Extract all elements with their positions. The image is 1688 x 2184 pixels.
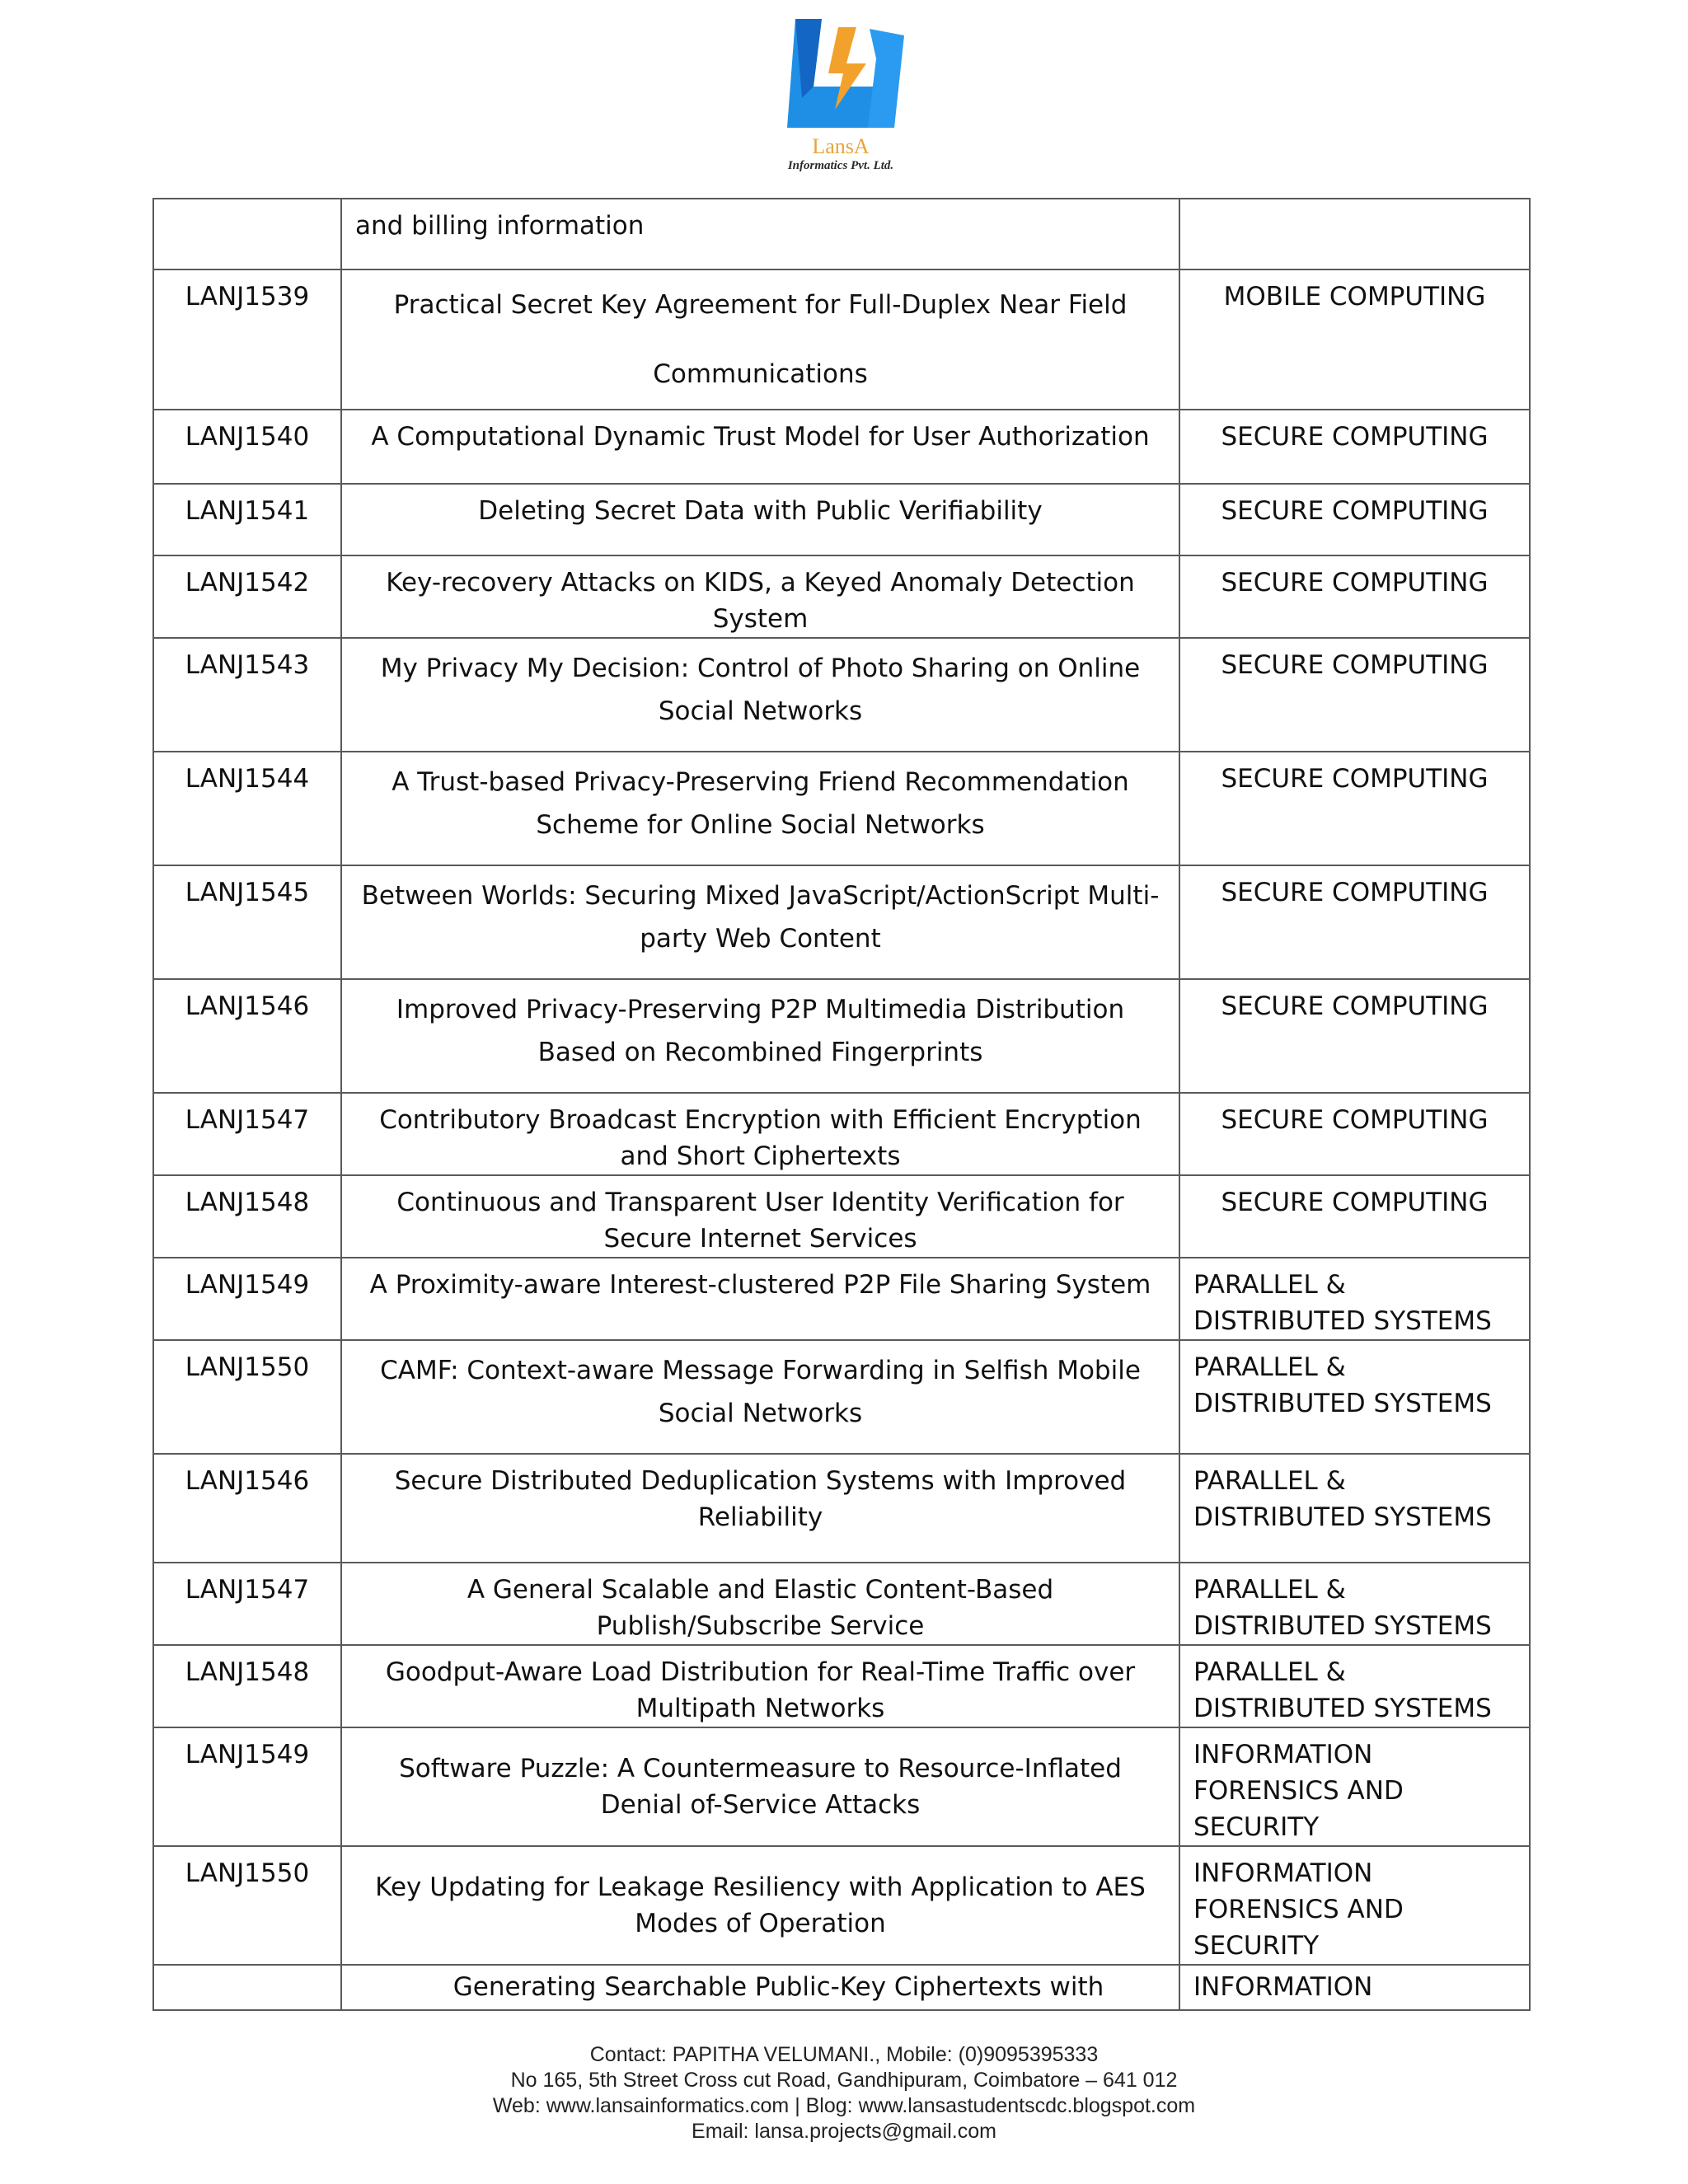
project-domain: SECURE COMPUTING: [1179, 752, 1530, 865]
project-domain: PARALLEL & DISTRIBUTED SYSTEMS: [1179, 1563, 1530, 1645]
project-domain: MOBILE COMPUTING: [1179, 269, 1530, 410]
table-row: [153, 1645, 1530, 1727]
project-id: LANJ1540: [153, 410, 341, 484]
project-id: LANJ1548: [153, 1645, 341, 1727]
project-title: A Trust-based Privacy-Preserving Friend Recommendation Scheme for Online Social Networks: [341, 752, 1179, 865]
table-row: [153, 269, 1530, 410]
project-id: LANJ1547: [153, 1093, 341, 1175]
table-row: [153, 1454, 1530, 1563]
table-row: [153, 979, 1530, 1093]
table-row: [153, 1846, 1530, 1965]
project-table: [152, 198, 1531, 2011]
table-row: [153, 865, 1530, 979]
footer-contact: Contact: PAPITHA VELUMANI., Mobile: (0)9095395333: [589, 2043, 1099, 2066]
project-title: My Privacy My Decision: Control of Photo Sharing on Online Social Networks: [341, 638, 1179, 752]
project-id: LANJ1546: [153, 979, 341, 1093]
project-domain: PARALLEL & DISTRIBUTED SYSTEMS: [1179, 1645, 1530, 1727]
project-id: LANJ1539: [153, 269, 341, 410]
project-title: A Proximity-aware Interest-clustered P2P File Sharing System: [341, 1258, 1179, 1340]
project-id: LANJ1544: [153, 752, 341, 865]
lansa-logo-icon: [771, 12, 911, 136]
project-title: Generating Searchable Public-Key Ciphertexts with: [341, 1965, 1179, 2010]
project-title: Key Updating for Leakage Resiliency with Application to AES Modes of Operation: [341, 1846, 1179, 1965]
project-title: Goodput-Aware Load Distribution for Real-Time Traffic over Multipath Networks: [341, 1645, 1179, 1727]
project-title: Continuous and Transparent User Identity Verification for Secure Internet Services: [341, 1175, 1179, 1258]
table-row: [153, 1258, 1530, 1340]
page-footer: [0, 2042, 1688, 2144]
project-title: Key-recovery Attacks on KIDS, a Keyed Anomaly Detection System: [341, 555, 1179, 638]
project-domain: PARALLEL & DISTRIBUTED SYSTEMS: [1179, 1340, 1530, 1454]
project-id: LANJ1550: [153, 1340, 341, 1454]
project-title: Practical Secret Key Agreement for Full-Duplex Near Field Communications: [341, 269, 1179, 410]
project-domain: PARALLEL & DISTRIBUTED SYSTEMS: [1179, 1454, 1530, 1563]
project-domain: INFORMATION FORENSICS AND SECURITY: [1179, 1727, 1530, 1846]
project-title: A General Scalable and Elastic Content-Based Publish/Subscribe Service: [341, 1563, 1179, 1645]
project-title: Deleting Secret Data with Public Verifiability: [341, 484, 1179, 555]
project-domain: SECURE COMPUTING: [1179, 1093, 1530, 1175]
table-row: [153, 1727, 1530, 1846]
project-id: LANJ1541: [153, 484, 341, 555]
table-row: [153, 555, 1530, 638]
project-domain: SECURE COMPUTING: [1179, 1175, 1530, 1258]
table-row: [153, 1965, 1530, 2010]
project-title: Improved Privacy-Preserving P2P Multimedia Distribution Based on Recombined Fingerprints: [341, 979, 1179, 1093]
project-domain: INFORMATION FORENSICS AND SECURITY: [1179, 1846, 1530, 1965]
project-id: LANJ1548: [153, 1175, 341, 1258]
project-id: [153, 1965, 341, 2010]
project-id: [153, 199, 341, 269]
project-id: LANJ1546: [153, 1454, 341, 1563]
project-domain: SECURE COMPUTING: [1179, 410, 1530, 484]
project-domain: [1179, 199, 1530, 269]
project-id: LANJ1547: [153, 1563, 341, 1645]
project-title: Between Worlds: Securing Mixed JavaScript/ActionScript Multi-party Web Content: [341, 865, 1179, 979]
footer-email: Email: lansa.projects@gmail.com: [692, 2120, 996, 2143]
logo-subtitle: Informatics Pvt. Ltd.: [787, 159, 894, 172]
project-domain: SECURE COMPUTING: [1179, 638, 1530, 752]
project-title: Contributory Broadcast Encryption with Efficient Encryption and Short Ciphertexts: [341, 1093, 1179, 1175]
project-domain: SECURE COMPUTING: [1179, 484, 1530, 555]
footer-address: No 165, 5th Street Cross cut Road, Gandhipuram, Coimbatore – 641 012: [510, 2069, 1178, 2092]
project-domain: SECURE COMPUTING: [1179, 979, 1530, 1093]
footer-web: Web: www.lansainformatics.com | Blog: www.lansastudentscdc.blogspot.com: [492, 2094, 1196, 2117]
project-title: CAMF: Context-aware Message Forwarding in Selfish Mobile Social Networks: [341, 1340, 1179, 1454]
project-id: LANJ1550: [153, 1846, 341, 1965]
table-row: [153, 1175, 1530, 1258]
table-row: [153, 1563, 1530, 1645]
project-title: Secure Distributed Deduplication Systems with Improved Reliability: [341, 1454, 1179, 1563]
table-row: [153, 199, 1530, 269]
project-id: LANJ1549: [153, 1727, 341, 1846]
project-id: LANJ1549: [153, 1258, 341, 1340]
project-id: LANJ1543: [153, 638, 341, 752]
project-domain: INFORMATION: [1179, 1965, 1530, 2010]
table-row: [153, 752, 1530, 865]
project-title: and billing information: [341, 199, 1179, 269]
project-id: LANJ1545: [153, 865, 341, 979]
project-title: A Computational Dynamic Trust Model for User Authorization: [341, 410, 1179, 484]
project-domain: SECURE COMPUTING: [1179, 555, 1530, 638]
company-logo: [742, 12, 940, 181]
table-row: [153, 638, 1530, 752]
table-row: [153, 484, 1530, 555]
logo-name: LansA: [812, 134, 870, 158]
project-domain: SECURE COMPUTING: [1179, 865, 1530, 979]
project-domain: PARALLEL & DISTRIBUTED SYSTEMS: [1179, 1258, 1530, 1340]
table-row: [153, 410, 1530, 484]
table-row: [153, 1340, 1530, 1454]
project-id: LANJ1542: [153, 555, 341, 638]
table-row: [153, 1093, 1530, 1175]
project-title: Software Puzzle: A Countermeasure to Resource-Inflated Denial of-Service Attacks: [341, 1727, 1179, 1846]
